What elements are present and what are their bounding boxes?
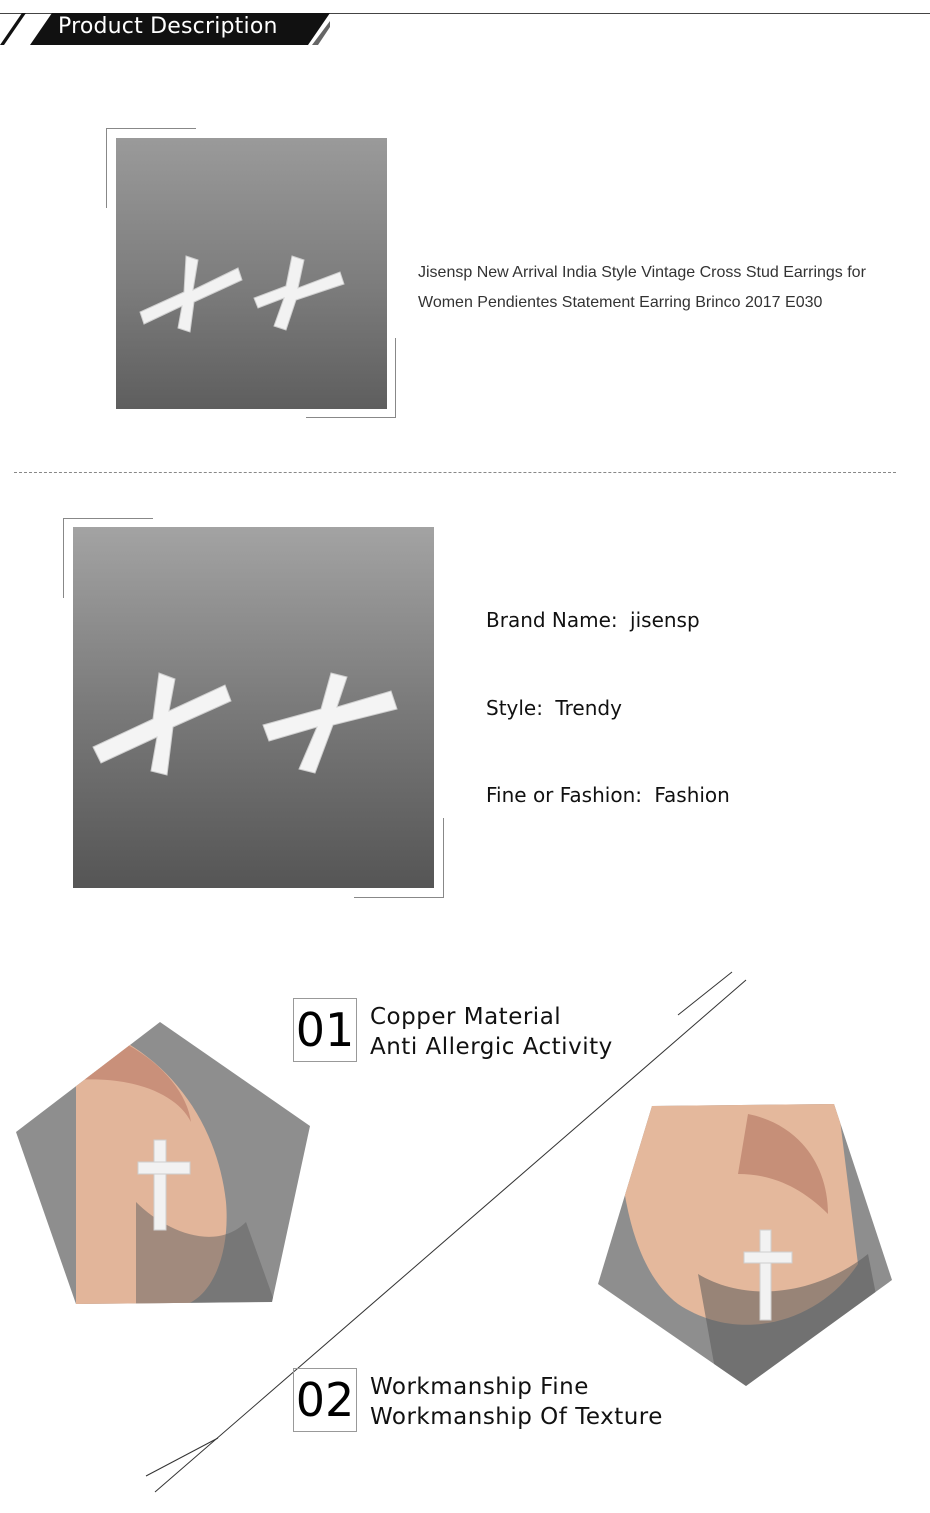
feature-number: 02 xyxy=(293,1368,357,1432)
feature-1-text xyxy=(370,1002,613,1062)
section-divider xyxy=(14,472,896,473)
spec-fine-or-fashion xyxy=(486,783,730,807)
frame-corner-left xyxy=(63,518,64,598)
frame-corner-right xyxy=(395,338,396,418)
frame-corner-right xyxy=(443,818,444,898)
product-photo-large xyxy=(73,527,434,888)
feature-line: Workmanship Of Texture xyxy=(370,1404,663,1430)
feature-2-text xyxy=(370,1372,663,1432)
spec-label: Fine or Fashion: xyxy=(486,783,642,807)
spec-brand xyxy=(486,608,700,632)
feature-number: 01 xyxy=(293,998,357,1062)
feature-line: Workmanship Fine xyxy=(370,1374,589,1400)
frame-corner-top xyxy=(106,128,196,129)
product-photo xyxy=(116,138,387,409)
spec-style xyxy=(486,696,622,720)
feature-line: Anti Allergic Activity xyxy=(370,1034,613,1060)
frame-corner-top xyxy=(63,518,153,519)
spec-label: Style: xyxy=(486,696,543,720)
spec-label: Brand Name: xyxy=(486,608,618,632)
ear-photo-right xyxy=(598,1104,894,1386)
section-title: Product Description xyxy=(58,14,278,39)
frame-corner-bottom xyxy=(306,417,396,418)
ear-photo-left xyxy=(16,1022,312,1306)
frame-corner-left xyxy=(106,128,107,208)
spec-value: jisensp xyxy=(630,608,700,632)
product-title: Jisensp New Arrival India Style Vintage Cross Stud Earrings for Women Pendientes Statement Earring Brinco 2017 E030 xyxy=(418,264,866,311)
feature-line: Copper Material xyxy=(370,1004,562,1030)
spec-value: Fashion xyxy=(654,783,730,807)
frame-corner-bottom xyxy=(354,897,444,898)
spec-value: Trendy xyxy=(555,696,622,720)
